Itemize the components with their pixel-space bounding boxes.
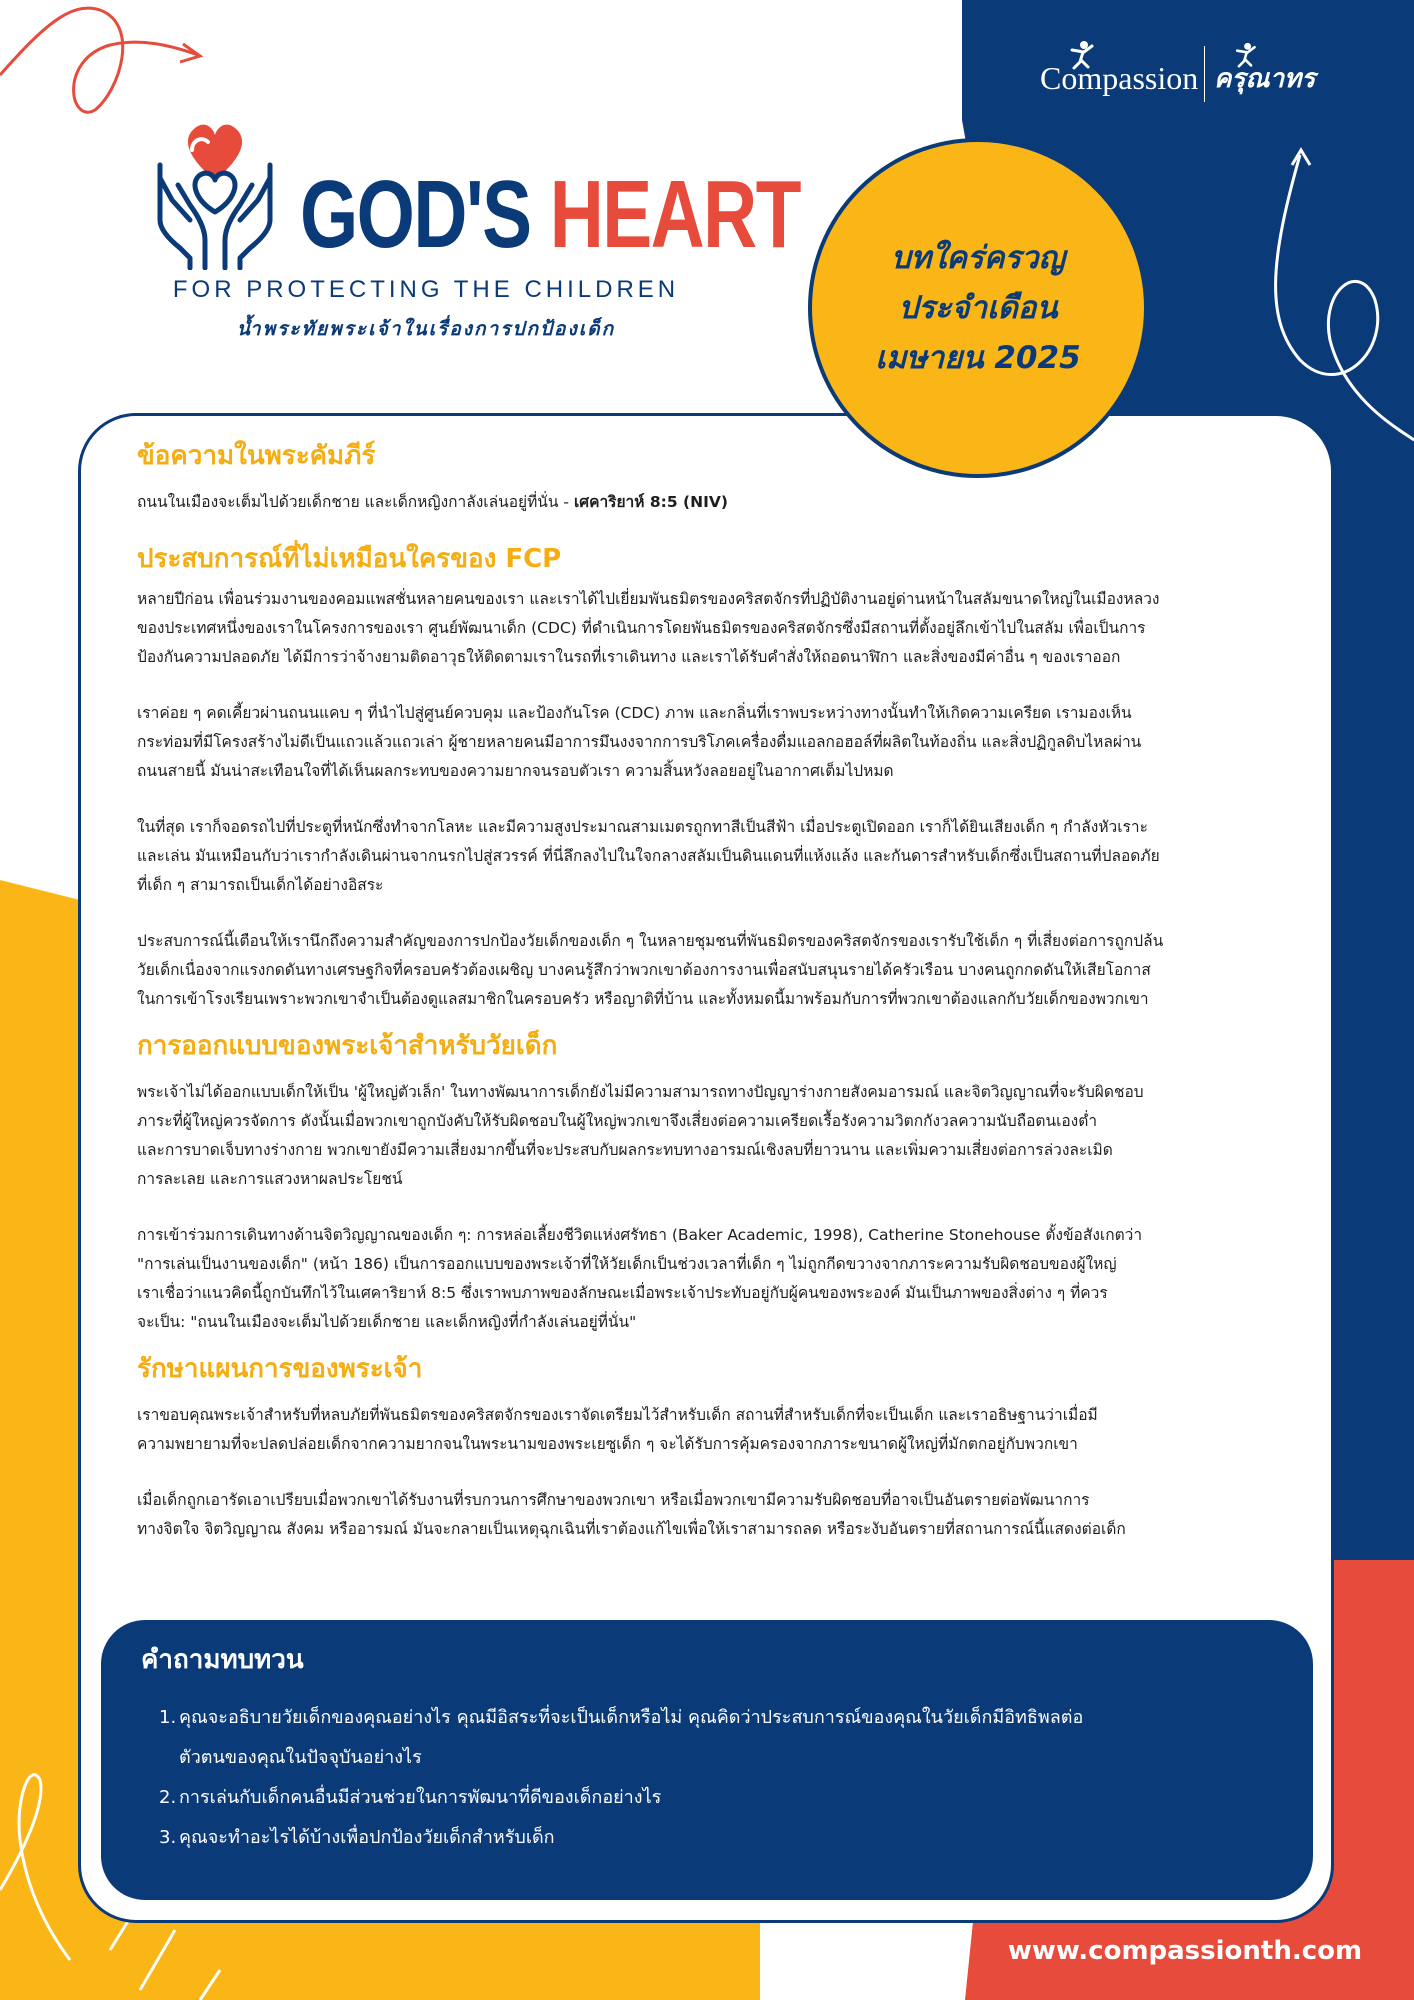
text-line: เราค่อย ๆ คดเคี้ยวผ่านถนนแคบ ๆ ที่นำไปสู่ศูนย์ควบคุม และป้องกันโรค (CDC) ภาพ และกลิ่นที่เราพบระหว่างทางนั้นทำให้เกิดความเครียด เรามองเห็น [137,704,1132,722]
experience-paragraph-3 [137,813,1317,900]
verse-reference: เศคาริยาห์ 8:5 (NIV) [573,493,728,511]
text-line: เราขอบคุณพระเจ้าสำหรับที่หลบภัยที่พันธมิตรของคริสตจักรของเราจัดเตรียมไว้สำหรับเด็ก สถานที่สำหรับเด็กที่จะเป็นเด็ก และเราอธิษฐานว่าเมื่อมี [137,1406,1098,1424]
text-line: พระเจ้าไม่ได้ออกแบบเด็กให้เป็น 'ผู้ใหญ่ตัวเล็ก' ในทางพัฒนาการเด็กยังไม่มีความสามารถทางปัญญาร่างกายสังคมอารมณ์ และจิตวิญญาณที่จะรับผิดชอบ [137,1083,1144,1101]
logo-title-heart: HEART [549,161,800,268]
text-line: ป้องกันความปลอดภัย ได้มีการว่าจ้างยามติดอาวุธให้ติดตามเราในรถที่เราเดินทาง และเราได้รับคำสั่งให้ถอดนาฬิกา และสิ่งของมีค่าอื่น ๆ ของเราออก [137,648,1121,666]
review-question-2 [157,1778,1277,1818]
text-line: กระท่อมที่มีโครงสร้างไม่ดีเป็นแถวแล้วแถวเล่า ผู้ชายหลายคนมีอาการมึนงงจากการบริโภคเครื่องดื่มแอลกอฮอล์ที่ผลิตในท้องถิ่น และสิ่งปฏิกูลดิบไหลผ่าน [137,733,1142,751]
heart-in-hands-icon [150,120,280,270]
experience-paragraph-2 [137,699,1317,786]
experience-paragraph-4 [137,927,1317,1014]
design-heading: การออกแบบของพระเจ้าสำหรับวัยเด็ก [137,1031,558,1061]
month-badge [808,138,1148,478]
text-line: ประสบการณ์นี้เตือนให้เรานึกถึงความสำคัญของการปกป้องวัยเด็กของเด็ก ๆ ในหลายชุมชนที่พันธมิตรของคริสตจักรของเรารับใช้เด็ก ๆ ที่เสี่ยงต่อการถูกปล้น [137,932,1164,950]
badge-line-1: บทใคร่ครวญ [891,240,1065,276]
text-line: ในที่สุด เราก็จอดรถไปที่ประตูที่หนักซึ่งทำจากโลหะ และมีความสูงประมาณสามเมตรถูกทาสีเป็นสีฟ้า เมื่อประตูเปิดออก เราก็ได้ยินเสียงเด็ก ๆ กำลังหัวเราะ [137,818,1148,836]
text-line: การเข้าร่วมการเดินทางด้านจิตวิญญาณของเด็ก ๆ: การหล่อเลี้ยงชีวิตแห่งศรัทธา (Baker Academic, 1998), Catherine Stonehouse ตั้งข้อสังเกตว่า [137,1226,1143,1244]
red-swoosh-arrow [0,8,198,112]
brand-divider [1204,46,1205,102]
question-number: 3. [159,1827,177,1848]
text-line: ถนนสายนี้ มันน่าสะเทือนใจที่ได้เห็นผลกระทบของความยากจนรอบตัวเรา ความสิ้นหวังลอยอยู่ในอากาศเต็มไปหมด [137,762,894,780]
text-line: ที่เด็ก ๆ สามารถเป็นเด็กได้อย่างอิสระ [137,876,384,894]
text-line: ทางจิตใจ จิตวิญญาณ สังคม หรืออารมณ์ มันจะกลายเป็นเหตุฉุกเฉินที่เราต้องแก้ไขเพื่อให้เราสามารถลด หรือระงับอันตรายที่สถานการณ์นี้แสดงต่อเด็ก [137,1520,1126,1538]
review-title: คำถามทบทวน [141,1645,304,1675]
scripture-verse [137,488,1317,517]
review-question-list [157,1698,1277,1858]
design-paragraph-2 [137,1221,1317,1337]
text-line: ความพยายามที่จะปลดปล่อยเด็กจากความยากจนในพระนามของพระเยซูเด็ก ๆ จะได้รับการคุ้มครองจากภาระขนาดผู้ใหญ่ที่มักตกอยู่กับพวกเขา [137,1435,1078,1453]
question-number: 1. [159,1707,177,1728]
compassion-brand [1032,40,1332,110]
question-text: คุณจะอธิบายวัยเด็กของคุณอย่างไร คุณมีอิสระที่จะเป็นเด็กหรือไม่ คุณคิดว่าประสบการณ์ของคุณในวัยเด็กมีอิทธิพลต่อ [179,1707,1084,1728]
experience-heading: ประสบการณ์ที่ไม่เหมือนใครของ FCP [137,544,562,574]
logo-title [300,160,800,270]
text-line: เมื่อเด็กถูกเอารัดเอาเปรียบเมื่อพวกเขาได้รับงานที่รบกวนการศึกษาของพวกเขา หรือเมื่อพวกเขามีความรับผิดชอบที่อาจเป็นอันตรายต่อพัฒนาการ [137,1491,1090,1509]
question-number: 2. [159,1787,177,1808]
question-text: ตัวตนของคุณในปัจจุบันอย่างไร [179,1747,422,1768]
keep-plan-paragraph-2 [137,1486,1317,1544]
logo-subtitle: FOR PROTECTING THE CHILDREN [172,276,680,303]
gods-heart-logo [150,120,800,350]
keep-plan-paragraph-1 [137,1401,1317,1459]
experience-paragraph-1 [137,585,1317,672]
text-line: วัยเด็กเนื่องจากแรงกดดันทางเศรษฐกิจที่ครอบครัวต้องเผชิญ บางคนรู้สึกว่าพวกเขาต้องการงานเพื่อสนับสนุนรายได้ครัวเรือน บางคนถูกกดดันให้เสียโอกาส [137,961,1151,979]
text-line: และเล่น มันเหมือนกับว่าเรากำลังเดินผ่านจากนรกไปสู่สวรรค์ ที่นี่ลึกลงไปในใจกลางสลัมเป็นดินแดนที่แห้งแล้ง และกันดารสำหรับเด็กซึ่งเป็นสถานที่ปลอดภัย [137,847,1160,865]
text-line: และการบาดเจ็บทางร่างกาย พวกเขายังมีความเสี่ยงมากขึ้นที่จะประสบกับผลกระทบทางอารมณ์เชิงลบที่ยาวนาน และเพิ่มความเสี่ยงต่อการล่วงละเมิด [137,1141,1113,1159]
logo-thai-subtitle: น้ำพระทัยพระเจ้าในเรื่องการปกป้องเด็ก [236,318,616,340]
main-content [137,436,1317,1544]
website-link[interactable]: www.compassionth.com [1007,1936,1363,1966]
text-line: จะเป็น: "ถนนในเมืองจะเต็มไปด้วยเด็กชาย และเด็กหญิงที่กำลังเล่นอยู่ที่นั่น" [137,1313,637,1331]
badge-line-2: ประจำเดือน [898,290,1058,326]
design-paragraph-1 [137,1078,1317,1194]
scripture-heading: ข้อความในพระคัมภีร์ [137,441,376,471]
verse-text: ถนนในเมืองจะเต็มไปด้วยเด็กชาย และเด็กหญิงกาลังเล่นอยู่ที่นั่น - [137,493,574,511]
text-line: ภาระที่ผู้ใหญ่ควรจัดการ ดังนั้นเมื่อพวกเขาถูกบังคับให้รับผิดชอบในผู้ใหญ่พวกเขาจึงเสี่ยงต่อความเครียดเรื้อรังความวิตกกังวลความนับถือตนเองต่ำ [137,1112,1098,1130]
review-question-3 [157,1818,1277,1858]
badge-line-3: เมษายน 2025 [875,340,1081,376]
brand-thai-wordmark: ครุณาทร [1214,64,1316,94]
review-questions-box [101,1620,1313,1900]
review-question-1 [157,1698,1277,1778]
question-text: คุณจะทำอะไรได้บ้างเพื่อปกป้องวัยเด็กสำหรับเด็ก [179,1827,555,1848]
text-line: การละเลย และการแสวงหาผลประโยชน์ [137,1170,403,1188]
compassion-wordmark: Compassion [1040,60,1199,96]
text-line: หลายปีก่อน เพื่อนร่วมงานของคอมแพสชั่นหลายคนของเรา และเราได้ไปเยี่ยมพันธมิตรของคริสตจักรที่ปฏิบัติงานอยู่ด่านหน้าในสลัมขนาดใหญ่ในเมืองหลวง [137,590,1160,608]
text-line: เราเชื่อว่าแนวคิดนี้ถูกบันทึกไว้ในเศคาริยาห์ 8:5 ซึ่งเราพบภาพของลักษณะเมื่อพระเจ้าประทับอยู่กับผู้คนของพระองค์ มันเป็นภาพของสิ่งต่าง ๆ ที่ควร [137,1284,1108,1302]
question-text: การเล่นกับเด็กคนอื่นมีส่วนช่วยในการพัฒนาที่ดีของเด็กอย่างไร [179,1787,662,1808]
text-line: ในการเข้าโรงเรียนเพราะพวกเขาจำเป็นต้องดูแลสมาชิกในครอบครัว หรือญาติที่บ้าน และทั้งหมดนี้มาพร้อมกับการที่พวกเขาต้องแลกกับวัยเด็กของพวกเขา [137,990,1149,1008]
keep-plan-heading: รักษาแผนการของพระเจ้า [137,1354,423,1384]
text-line: "การเล่นเป็นงานของเด็ก" (หน้า 186) เป็นการออกแบบของพระเจ้าที่ให้วัยเด็กเป็นช่วงเวลาที่เด็ก ๆ ไม่ถูกกีดขวางจากภาระความรับผิดชอบของผู้ใหญ่ [137,1255,1117,1273]
text-line: ของประเทศหนึ่งของเราในโครงการของเรา ศูนย์พัฒนาเด็ก (CDC) ที่ดำเนินการโดยพันธมิตรของคริสตจักรซึ่งมีสถานที่ตั้งอยู่ลึกเข้าไปในสลัม เพื่อเป็นการ [137,619,1146,637]
logo-title-gods: GOD'S [300,161,531,268]
